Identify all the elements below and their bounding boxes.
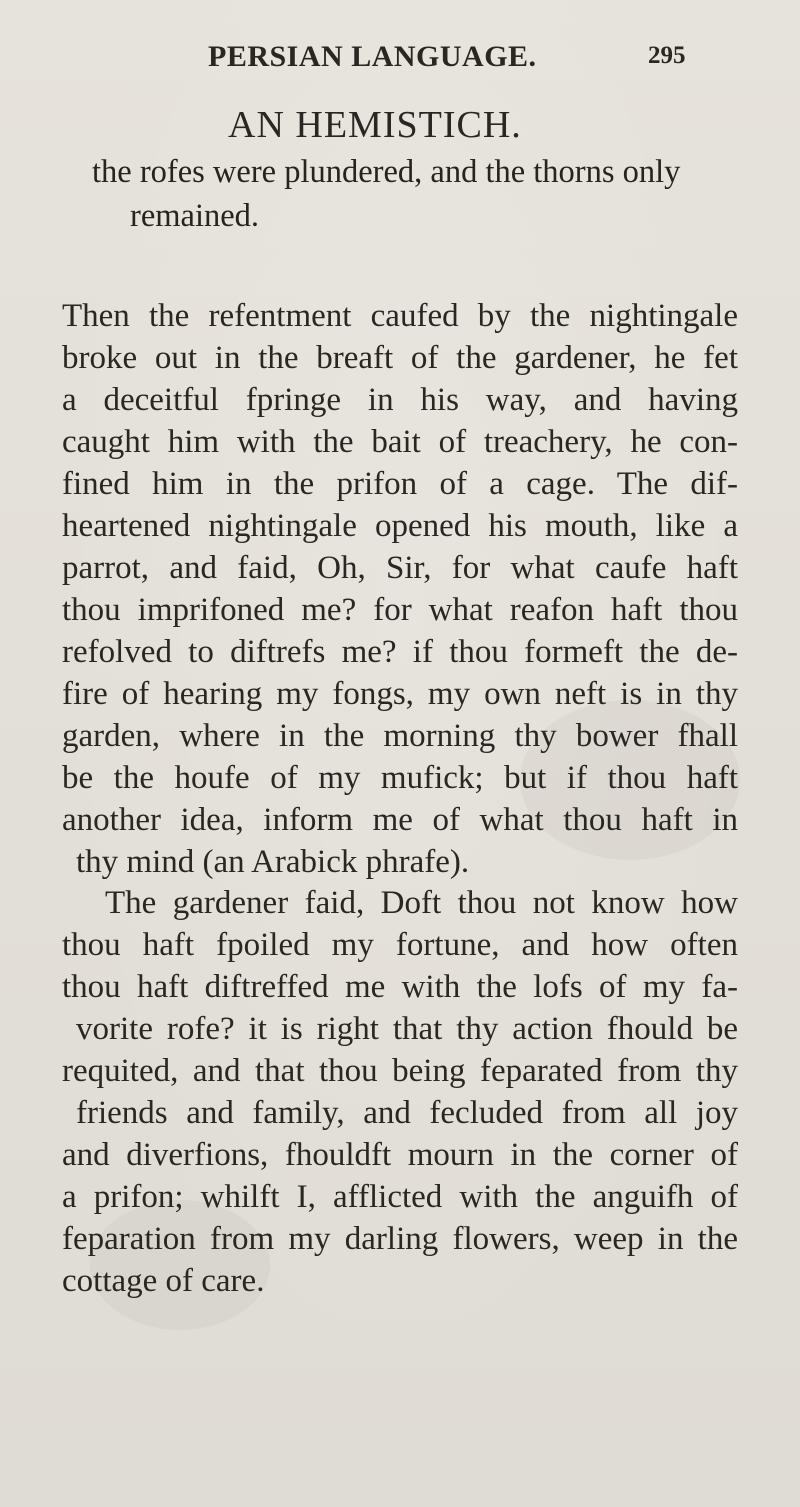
text-line: fined him in the prifon of a cage. The dif- (62, 466, 738, 502)
text-line: feparation from my darling flowers, weep in the (62, 1221, 738, 1257)
text-line: Then the refentment caufed by the nightingale (62, 298, 738, 334)
text-line: caught him with the bait of treachery, he con- (62, 424, 738, 460)
text-line: thou haft fpoiled my fortune, and how often (62, 927, 738, 963)
text-line: a prifon; whilft I, afflicted with the anguifh of (62, 1179, 738, 1215)
page-number: 295 (648, 42, 686, 69)
text-line: requited, and that thou being feparated from thy (62, 1053, 738, 1089)
verse-line: remained. (130, 198, 260, 234)
text-line: friends and family, and fecluded from all joy (76, 1095, 738, 1131)
text-line: The gardener faid, Doft thou not know how (105, 885, 738, 921)
text-line: broke out in the breaft of the gardener, he fet (62, 340, 738, 376)
running-title: PERSIAN LANGUAGE. (208, 40, 537, 73)
text-line: parrot, and faid, Oh, Sir, for what caufe haft (62, 550, 738, 586)
text-line: vorite rofe? it is right that thy action fhould be (76, 1011, 738, 1047)
text-line: fire of hearing my fongs, my own neft is in thy (62, 676, 738, 712)
text-line: heartened nightingale opened his mouth, like a (62, 508, 738, 544)
text-line: be the houfe of my mufick; but if thou haft (62, 760, 738, 796)
text-line: thy mind (an Arabick phrafe). (76, 844, 470, 880)
running-head (0, 40, 800, 80)
section-title: AN HEMISTICH. (228, 104, 522, 146)
text-line: refolved to diftrefs me? if thou formeft the de- (62, 634, 738, 670)
text-line: thou imprifoned me? for what reafon haft thou (62, 592, 738, 628)
text-line: thou haft diftreffed me with the lofs of my fa- (62, 969, 738, 1005)
text-line: a deceitful fpringe in his way, and having (62, 382, 738, 418)
verse-line: the rofes were plundered, and the thorns only (92, 154, 681, 190)
text-line: and diverfions, fhouldft mourn in the corner of (62, 1137, 738, 1173)
text-line: garden, where in the morning thy bower fhall (62, 718, 738, 754)
text-line: cottage of care. (62, 1263, 265, 1299)
text-line: another idea, inform me of what thou haft in (62, 802, 738, 838)
